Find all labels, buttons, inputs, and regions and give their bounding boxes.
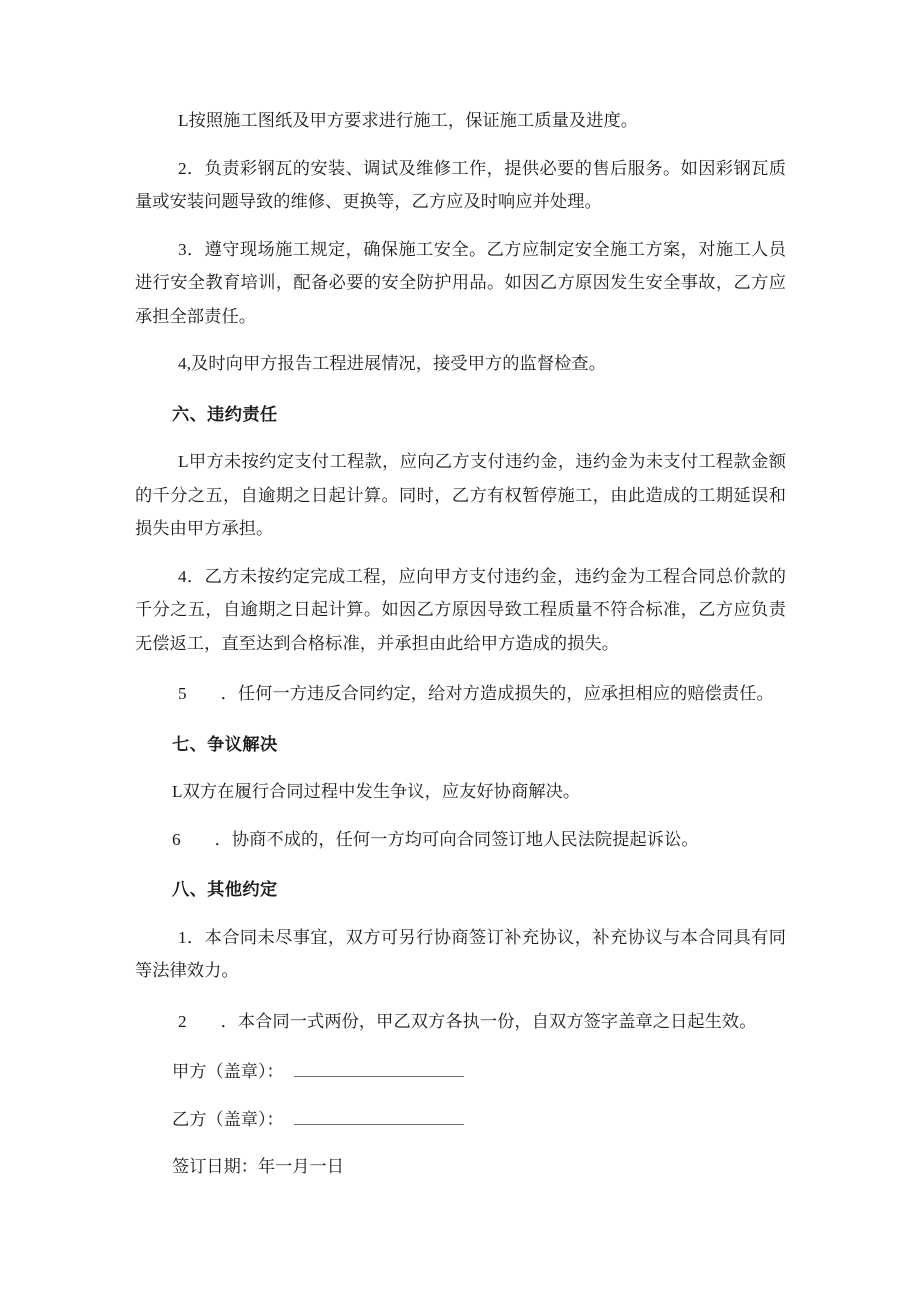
section-heading-other: 八、其他约定 [172, 880, 278, 899]
clause-number: 6 [172, 829, 181, 849]
clause-paragraph: 3．遵守现场施工规定，确保施工安全。乙方应制定安全施工方案，对施工人员进行安全教育培训，配备必要的安全防护用品。如因乙方原因发生安全事故，乙方应承担全部责任。 [135, 239, 786, 326]
party-b-label: 乙方（盖章）： [172, 1109, 284, 1129]
party-a-blank-field[interactable] [294, 1061, 464, 1077]
section-heading-dispute: 七、争议解决 [172, 734, 278, 754]
document-body [135, 104, 786, 1184]
clause-number: 2 [178, 1011, 187, 1031]
clause-text: ．任何一方违反合同约定，给对方造成损失的，应承担相应的赔偿责任。 [220, 684, 774, 703]
clause-paragraph: 1．本合同未尽事宜，双方可另行协商签订补充协议，补充协议与本合同具有同等法律效力。 [135, 927, 786, 980]
clause-paragraph: 4,及时向甲方报告工程进展情况，接受甲方的监督检查。 [178, 354, 606, 373]
party-b-blank-field[interactable] [294, 1109, 464, 1125]
clause-paragraph [135, 1005, 786, 1039]
clause-paragraph: L甲方未按约定支付工程款，应向乙方支付违约金，违约金为未支付工程款金额的千分之五，自逾期之日起计算。同时，乙方有权暂停施工，由此造成的工期延误和损失由甲方承担。 [135, 452, 786, 538]
party-b-signature-line [135, 1103, 786, 1137]
signing-date-line: 签订日期：年一月一日 [172, 1157, 344, 1176]
clause-paragraph: L按照施工图纸及甲方要求进行施工，保证施工质量及进度。 [178, 111, 639, 130]
clause-paragraph: 4．乙方未按约定完成工程，应向甲方支付违约金，违约金为工程合同总价款的千分之五，自逾期之日起计算。如因乙方原因导致工程质量不符合标准，乙方应负责无偿返工，直至达到合格标准，并承担由此给甲方造成的损失。 [135, 566, 786, 653]
clause-paragraph [135, 823, 786, 857]
clause-number: 5 [178, 684, 187, 703]
clause-paragraph: 2．负责彩钢瓦的安装、调试及维修工作，提供必要的售后服务。如因彩钢瓦质量或安装问题导致的维修、更换等，乙方应及时响应并处理。 [135, 158, 786, 211]
party-a-signature-line [135, 1055, 786, 1089]
section-heading-liability: 六、违约责任 [172, 404, 278, 424]
clause-text: ．本合同一式两份，甲乙双方各执一份，自双方签字盖章之日起生效。 [220, 1011, 757, 1031]
party-a-label: 甲方（盖章）： [172, 1062, 284, 1081]
clause-paragraph: L双方在履行合同过程中发生争议，应友好协商解决。 [172, 782, 581, 801]
clause-paragraph [135, 677, 786, 711]
clause-text: ．协商不成的，任何一方均可向合同签订地人民法院提起诉讼。 [214, 829, 699, 849]
